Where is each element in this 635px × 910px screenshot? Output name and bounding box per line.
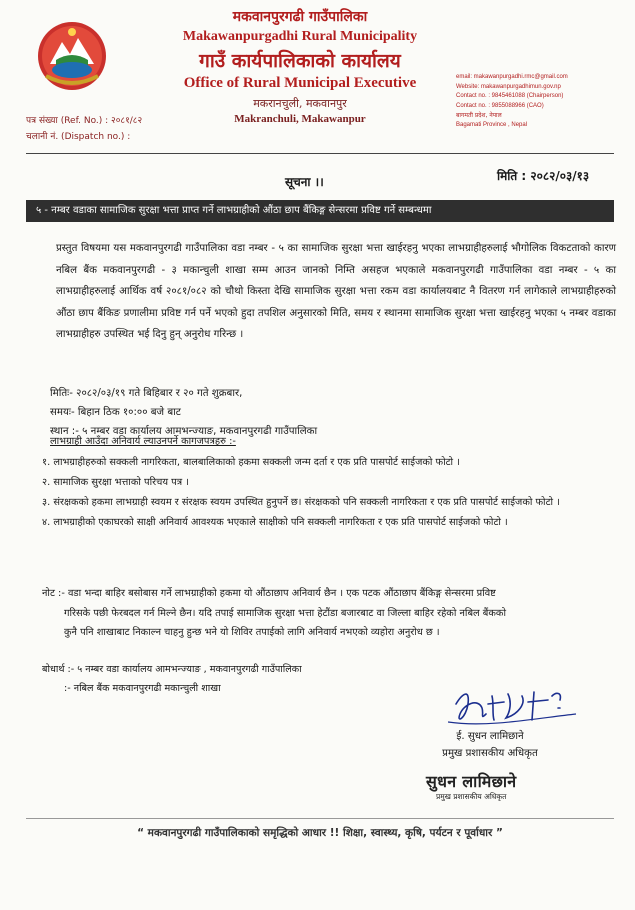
municipality-name-np: मकवानपुरगढी गाउँपालिका <box>232 9 368 25</box>
province-en: Bagamati Province , Nepal <box>456 121 528 128</box>
list-item: १. लाभग्राहीहरुको सक्कली नागरिकता, बालबालिकाको हकमा सक्कली जन्म दर्ता र एक प्रति पासपोर्ट साईजको फोटो । <box>42 457 460 468</box>
subject-bar: ५ - नम्बर वडाका सामाजिक सुरक्षा भत्ता प्राप्त गर्ने लाभग्राहीको औंठा छाप बैंकिङ्ग सेन्सरमा प्रविष्ट गर्ने सम्बन्धमा <box>26 200 614 222</box>
schedule-time: समयः- बिहान ठिक १०:०० बजे बाट <box>50 407 181 418</box>
schedule-details <box>50 384 317 441</box>
list-item: २. सामाजिक सुरक्षा भत्ताको परिचय पत्र । <box>42 477 189 488</box>
note-block <box>42 584 614 643</box>
note-line-1: नोट :- वडा भन्दा बाहिर बसोबास गर्ने लाभग्राहीको हकमा यो औंठाछाप अनिवार्य छैन । एक पटक औंठाछाप बैंकिङ्ग सेन्सरमा प्रविष्ट <box>42 588 496 599</box>
schedule-place: स्थान :- ५ नम्बर वडा कार्यालय आमभन्ज्याङ, मकवानपुरगढी गाउँपालिका <box>50 426 318 437</box>
stamp-title: प्रमुख प्रशासकीय अधिकृत <box>436 792 507 801</box>
documents-heading: लाभग्राही आउँदा अनिवार्य ल्याउनपर्ने कागजपत्रहरु :- <box>50 436 236 447</box>
province-np: बागमती प्रदेश, नेपाल <box>456 112 502 119</box>
location-np: मकरानचुली, मकवानपुर <box>253 97 347 110</box>
notice-title: सूचना ।। <box>285 175 324 189</box>
footer-slogan: “ मकवानपुरगढी गाउँपालिकाको समृद्धिको आधार !! शिक्षा, स्वास्थ्य, कृषि, पर्यटन र पूर्वाधार ” <box>137 827 503 839</box>
signature-icon <box>448 674 578 730</box>
signatory-block <box>420 728 560 762</box>
office-name-np: गाउँ कार्यपालिकाको कार्यालय <box>199 50 401 72</box>
municipality-name-en: Makawanpurgadhi Rural Municipality <box>182 29 418 44</box>
nepal-emblem-icon <box>36 20 108 92</box>
note-line-2: गरिसके पछी फेरबदल गर्न मिल्ने छैन। यदि तपाई सामाजिक सुरक्षा भत्ता हेटौंडा बजारबाट वा जिल्ला बाहिर रहेको नबिल बैंकको <box>64 607 506 619</box>
contact-email: email: makawanpurgadhi.rmc@gmail.com <box>456 74 568 80</box>
official-stamp <box>426 770 566 802</box>
notice-body: प्रस्तुत विषयमा यस मकवानपुरगढी गाउँपालिका वडा नम्बर - ५ का सामाजिक सुरक्षा भत्ता खाईरहनु भएका लाभग्राहीहरुलाई भौगोलिक विकटताको कारण नबिल बैंक मकवानपुरगढी - ३ मकान्चुली शाखा सम्म आउन जानको निम्ति असहज भएकाले मकवानपुरगढी गाउँपालिका वडा नम्बर - ५ का लाभग्राहीहरुलाई आर्थिक वर्ष २०८१/०८२ को चौथो किस्ता देखि सामाजिक सुरक्षा भत्ता रकम वडा कार्यालयबाट नै वितरण गर्न लागेकाले लाभग्राहीहरुको औंठा छाप बैंकिङ प्रणालीमा प्रविष्ट गर्न पर्ने भएको हुदा तपशिल अनुसारको मिति, समय र स्थानमा सामाजिक सुरक्षा भत्ता खाईरहनु भएका ५ नम्बर वडाका लाभग्राहीहरु उपस्थित भई दिनु हुन् अनुरोध गरिन्छ । <box>56 243 616 340</box>
footer-divider <box>26 818 614 819</box>
cc-block <box>42 660 302 698</box>
cc-line-2: :- नबिल बैंक मकवानपुरगढी मकान्चुली शाखा <box>64 683 221 694</box>
dispatch-number: चलानी नं. (Dispatch no.) : <box>26 132 131 142</box>
list-item: ३. संरक्षकको हकमा लाभग्राही स्वयम र संरक्षक स्वयम उपस्थित हुनुपर्ने छ। संरक्षकको पनि सक्कली नागरिकता र एक प्रति पासपोर्ट साईजको फोटो । <box>42 497 560 508</box>
location-en: Makranchuli, Makawanpur <box>234 113 366 125</box>
reference-block <box>26 113 142 145</box>
signatory-title: प्रमुख प्रशासकीय अधिकृत <box>442 748 538 759</box>
ref-number: पत्र संख्या (Ref. No.) : २०८१/८२ <box>26 116 143 126</box>
signatory-name: ई. सुधन लामिछाने <box>456 731 524 742</box>
letterhead <box>150 8 450 126</box>
notice-date: मिति : २०८२/०३/१३ <box>497 169 590 183</box>
contact-phone-chair: Contact no. : 9845461088 (Chairperson) <box>456 93 564 99</box>
note-line-3: कुनै पनि शाखाबाट निकाल्न चाहनु हुन्छ भने यो शिविर तपाईको लागि अनिवार्य नभएको व्यहोरा अनुरोध छ । <box>64 627 440 638</box>
schedule-date: मितिः- २०८२/०३/१९ गते बिहिबार र २० गते शुक्रबार, <box>50 388 243 399</box>
cc-line-1: बोधार्थ :- ५ नम्बर वडा कार्यालय आमभन्ज्याङ , मकवानपुरगढी गाउँपालिका <box>42 664 302 675</box>
documents-list <box>42 453 614 533</box>
contact-block <box>456 73 568 130</box>
contact-phone-cao: Contact no. : 9855088966 (CAO) <box>456 102 544 109</box>
contact-website: Website: makawanpurgadhimun.gov.np <box>456 83 561 90</box>
stamp-name: सुधन लामिछाने <box>426 772 517 791</box>
office-name-en: Office of Rural Municipal Executive <box>183 75 417 91</box>
header-divider <box>26 153 614 154</box>
list-item: ४. लाभग्राहीको एकाघरको साक्षी अनिवार्य आवश्यक भएकाले साक्षीको पनि सक्कली नागरिकता र एक प्रति पासपोर्ट साईजको फोटो । <box>42 517 508 528</box>
